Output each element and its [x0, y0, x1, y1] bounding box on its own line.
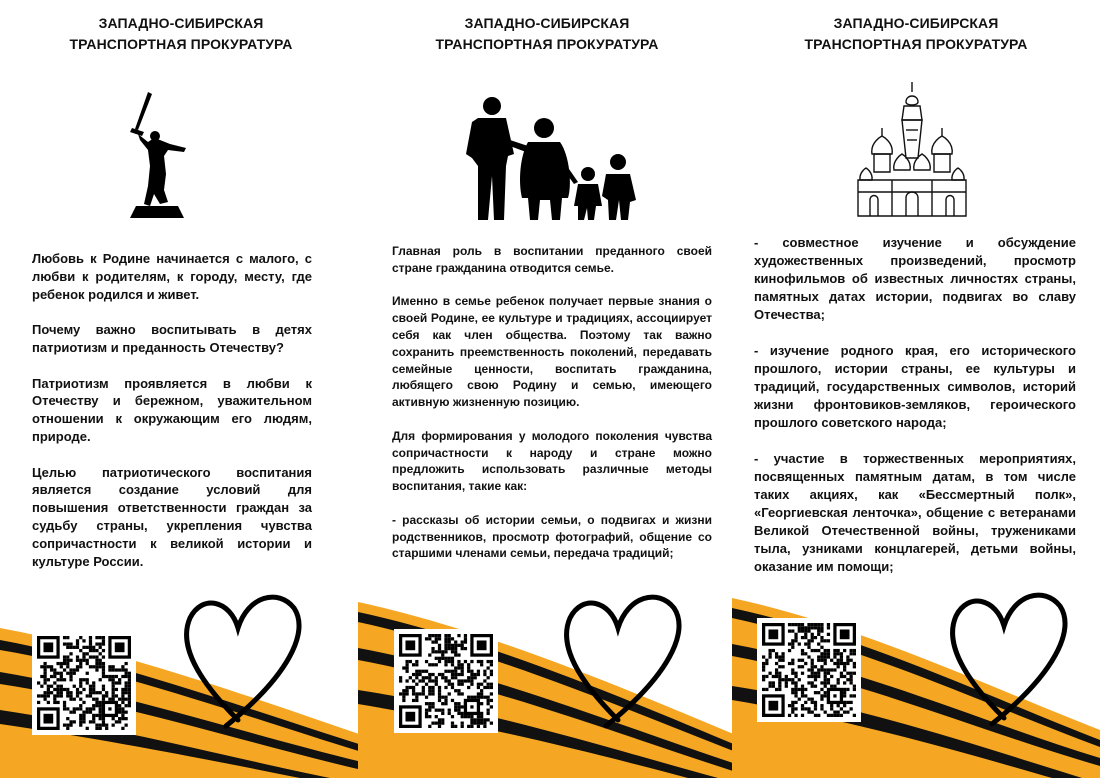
- family-silhouette-icon: [464, 96, 640, 222]
- motherland-statue-icon: [126, 90, 196, 222]
- paragraph: Главная роль в воспитании преданного своей стране гражданина отводится семье.: [392, 244, 712, 275]
- qr-code-pattern: [37, 636, 131, 730]
- panel-3-text: [754, 234, 1076, 594]
- heart-outline-icon: [558, 590, 688, 730]
- qr-code-icon[interactable]: [394, 629, 498, 733]
- heart-outline-icon: [178, 590, 308, 730]
- prosecutor-office-header: ЗАПАДНО-СИБИРСКАЯ ТРАНСПОРТНАЯ ПРОКУРАТУРА: [69, 15, 293, 52]
- paragraph: Почему важно воспитывать в детях патриотизм и преданность Отечеству?: [32, 322, 312, 355]
- paragraph: - совместное изучение и обсуждение художественных произведений, просмотр кинофильмов об известных личностях страны, памятных датах истории, подвигах во славу Отечества;: [754, 235, 1076, 322]
- paragraph: Целью патриотического воспитания является создание условий для повышения ответственности граждан за судьбу страны, укрепления чувства сопричастности к великой истории и культуре России.: [32, 464, 312, 569]
- paragraph: Патриотизм проявляется в любви к Отечеству и бережном, уважительном отношении к окружающим его людям, природе.: [32, 375, 312, 444]
- saint-basils-cathedral-icon: [856, 80, 968, 220]
- panel-1-text: [32, 250, 312, 588]
- leaflet-panel-2: [358, 0, 736, 778]
- paragraph: Именно в семье ребенок получает первые знания о своей Родине, ее культуре и традициях, ассоциирует себя как член общества. Поэтому так важно сохранить преемственность поколений, передавать семейные ценности, воспитать гражданина, любящего свою Родину и семью, имеющего активную жизненную позицию.: [392, 294, 712, 410]
- prosecutor-office-header: ЗАПАДНО-СИБИРСКАЯ ТРАНСПОРТНАЯ ПРОКУРАТУРА: [804, 15, 1028, 52]
- paragraph: - рассказы об истории семьи, о подвигах и жизни родственников, просмотр фотографий, общение со старшими членами семьи, передача традиций;: [392, 512, 712, 561]
- qr-code-pattern: [399, 634, 493, 728]
- qr-code-pattern: [762, 623, 856, 717]
- leaflet-panel-3: [732, 0, 1100, 778]
- paragraph: - участие в торжественных мероприятиях, посвященных памятным датам, в том числе таких акциях, как «Бессмертный полк», «Георгиевская ленточка», общение с ветеранами Великой Отечественной войны, тружениками тыла, узниками концлагерей, детьми войны, оказание им помощи;: [754, 451, 1076, 574]
- qr-code-icon[interactable]: [757, 618, 861, 722]
- qr-code-icon[interactable]: [32, 631, 136, 735]
- paragraph: - изучение родного края, его исторического прошлого, истории страны, ее культуры и традиций, государственных символов, историй жизни фронтовиков-земляков, героического прошлого советского народа;: [754, 343, 1076, 430]
- paragraph: Для формирования у молодого поколения чувства сопричастности к народу и стране можно предложить использовать различные методы воспитания, такие как:: [392, 428, 712, 494]
- prosecutor-office-header: ЗАПАДНО-СИБИРСКАЯ ТРАНСПОРТНАЯ ПРОКУРАТУРА: [435, 15, 659, 52]
- leaflet-panel-1: [0, 0, 362, 778]
- heart-outline-icon: [944, 588, 1074, 728]
- panel-2-text: [392, 243, 712, 579]
- paragraph: Любовь к Родине начинается с малого, с любви к родителям, к городу, месту, где ребенок родился и живет.: [32, 251, 312, 302]
